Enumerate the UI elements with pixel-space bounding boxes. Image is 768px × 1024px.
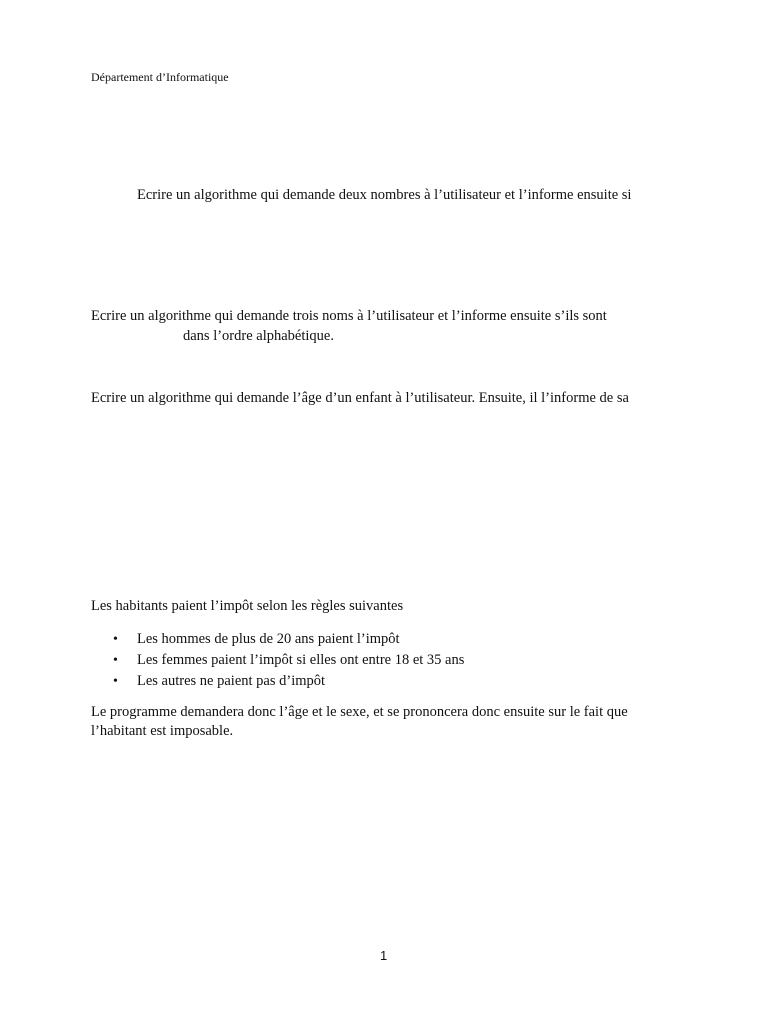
rule-text: Les hommes de plus de 20 ans paient l’impôt <box>137 631 400 647</box>
list-item <box>91 650 464 671</box>
page-header: Département d’Informatique <box>91 70 229 84</box>
exercise-3-text: Ecrire un algorithme qui demande l’âge d’un enfant à l’utilisateur. Ensuite, il l’informe de sa <box>91 390 629 406</box>
page-number: 1 <box>380 948 388 963</box>
list-item <box>91 629 464 650</box>
exercise-2-text-line-2: dans l’ordre alphabétique. <box>183 328 334 344</box>
rule-text: Les autres ne paient pas d’impôt <box>137 673 326 689</box>
bullet-icon: • <box>113 653 118 668</box>
bullet-icon: • <box>113 674 118 689</box>
bullet-icon: • <box>113 632 118 647</box>
exercise-4-intro: Les habitants paient l’impôt selon les règles suivantes <box>91 598 404 614</box>
rule-text: Les femmes paient l’impôt si elles ont entre 18 et 35 ans <box>137 652 465 668</box>
tax-rules-list <box>91 629 464 692</box>
exercise-4-outro-line-1: Le programme demandera donc l’âge et le sexe, et se prononcera donc ensuite sur le fait que <box>91 704 628 720</box>
exercise-2-text-line-1: Ecrire un algorithme qui demande trois noms à l’utilisateur et l’informe ensuite s’ils sont <box>91 308 607 324</box>
list-item <box>91 671 464 692</box>
exercise-1-text: Ecrire un algorithme qui demande deux nombres à l’utilisateur et l’informe ensuite si <box>137 187 632 203</box>
exercise-4-outro-line-2: l’habitant est imposable. <box>91 723 234 739</box>
